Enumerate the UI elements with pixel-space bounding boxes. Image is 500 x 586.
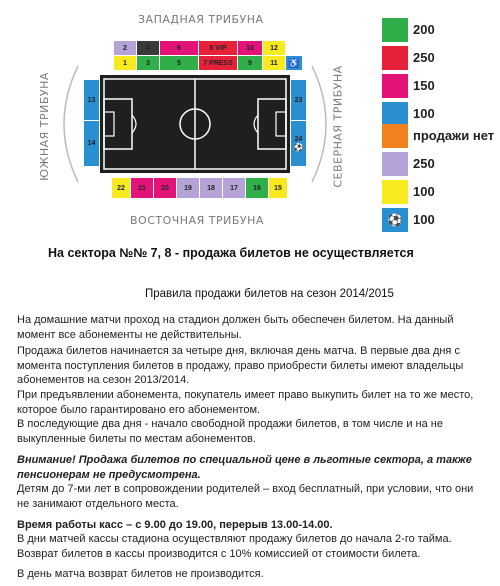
east-stand-label: ВОСТОЧНАЯ ТРИБУНА [130,214,264,227]
legend-swatch [382,152,408,176]
rule-paragraph: Продажа билетов начинается за четыре дня, включая день матча. В первые два дня с момента поступления билетов в продажу, право приобрести билеты имеют владельцы абонементов на сезон 2013/2014. [17,345,464,386]
sector-7-press[interactable]: 7 PRESS [199,56,237,70]
sector-17[interactable]: 17 [223,178,245,198]
legend-value: 250 [413,156,435,171]
sector-3[interactable]: 3 [137,56,159,70]
box-office-hours: Время работы касс – с 9.00 до 19.00, перерыв 13.00-14.00. [17,519,333,531]
sector-10[interactable]: 10 [238,41,262,55]
emblem-icon: ⚽ [387,213,403,227]
sector-1[interactable]: 1 [114,56,136,70]
sector-21[interactable]: 21 [131,178,153,198]
wheelchair-icon: ♿ [288,57,300,68]
legend-swatch [382,46,408,70]
rule-paragraph: В день матча возврат билетов не производится. [17,568,264,580]
legend-swatch [382,180,408,204]
legend-swatch [382,74,408,98]
legend-swatch [382,18,408,42]
sector-24[interactable]: 24 ⚽ [291,121,306,166]
south-stand-label: ЮЖНАЯ ТРИБУНА [37,72,51,181]
rule-paragraph: При предъявлении абонемента, покупатель имеет право выкупить билет на то же место, которое было гарантировано его абонементом. [17,389,474,416]
sector-6[interactable]: 6 [160,41,198,55]
rule-paragraph: Детям до 7-ми лет в сопровождении родителей – вход бесплатный, при условии, что они не занимают отдельного места. [17,483,474,510]
rule-paragraph: В дни матчей кассы стадиона осуществляют продажу билетов до начала 2-го тайма. Возврат билетов в кассы производится с 10% комиссией от стоимости билета. [17,533,452,560]
price-legend [0,0,500,240]
sector-8-vip[interactable]: 8 VIP [199,41,237,55]
rules-title: Правила продажи билетов на сезон 2014/2015 [145,288,394,300]
sector-4[interactable]: 4 [137,41,159,55]
sector-2[interactable]: 2 [114,41,136,55]
sector-16[interactable]: 16 [246,178,268,198]
legend-value: 150 [413,78,435,93]
legend-value: продажи нет [413,128,495,143]
sector-23[interactable]: 23 [291,80,306,120]
sector-15[interactable]: 15 [269,178,287,198]
north-stand-label: СЕВЕРНАЯ ТРИБУНА [331,65,345,188]
legend-value: 200 [413,22,435,37]
sector-22[interactable]: 22 [112,178,130,198]
legend-swatch [382,124,408,148]
sector-notice: На сектора №№ 7, 8 - продажа билетов не осуществляется [48,246,414,260]
sector-5[interactable]: 5 [160,56,198,70]
rule-warning: Внимание! Продажа билетов по специальной цене в льготные сектора, а также пенсионерам не предусмотрена. [17,454,472,481]
sector-9[interactable]: 9 [238,56,262,70]
west-stand-label: ЗАПАДНАЯ ТРИБУНА [138,13,264,26]
sector-13[interactable]: 13 [84,80,99,120]
emblem-icon: ⚽ [293,142,304,152]
sector-14[interactable]: 14 [84,121,99,166]
rule-paragraph: На домашние матчи проход на стадион должен быть обеспечен билетом. На данный момент все абонементы не действительны. [17,314,454,341]
rule-paragraph: В последующие два дня - начало свободной продажи билетов, в том числе и на не выкупленные билеты по местам абонементов. [17,418,443,445]
legend-swatch [382,208,408,232]
legend-value: 250 [413,50,435,65]
legend-value: 100 [413,184,435,199]
sector-19[interactable]: 19 [177,178,199,198]
sector-20[interactable]: 20 [154,178,176,198]
legend-swatch [382,102,408,126]
legend-value: 100 [413,106,435,121]
sector-11[interactable]: 11 [263,56,285,70]
sector-18[interactable]: 18 [200,178,222,198]
sector-12[interactable]: 12 [263,41,285,55]
legend-value: 100 [413,212,435,227]
